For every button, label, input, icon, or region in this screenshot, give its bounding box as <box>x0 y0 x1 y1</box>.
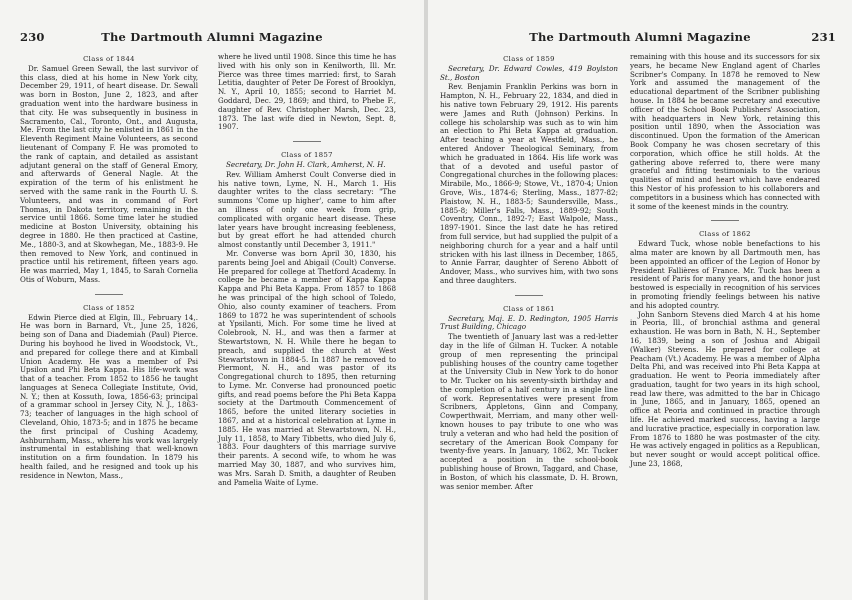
left-column-2 <box>218 53 396 487</box>
class-1857-paragraph-1: Rev. William Amherst Coult Converse died in his native town, Lyme, N. H., March 1. His daughter writes to the class secretary: "The summons 'Come up higher', came to him after an illness of only one week from grip, complicated with organic heart disease. These later years have brought increasing feebleness, but by great effort he had attended church almost constantly until December 3, 1911." <box>218 169 396 250</box>
right-magazine-title: The Dartmouth Alumni Magazine <box>529 30 751 44</box>
class-1859-paragraph: Rev. Benjamin Franklin Perkins was born in Hampton, N. H., February 22, 1834, and died in his native town February 29, 1912. His parents were James and Ruth (Johnson) Perkins. In college his scholarship was such as to win him an election to Phi Beta Kappa at graduation. After teaching a year at Westfield, Mass., he entered Andover Theological Seminary, from which he graduated in 1864. His life work was that of a devoted and useful pastor of Congregational churches in the following places: Mirabile, Mo., 1866-9; Stowe, Vt., 1870-4; Union Grove, Wis., 1874-6; Sterling, Mass., 1877-82; Plaistow, N. H., 1883-5; Saundersville, Mass., 1885-8; Miller's Falls, Mass., 1889-92; South Coventry, Conn., 1892-7; East Walpole, Mass., 1897-1901. Since the last date he has retired from full service, but had supplied the pulpit of a neighboring church for a year and a half until stricken with his last illness in December, 1865, to Annie Farrar, daughter of Sereno Abbott of Andover, Mass., who survives him, with two sons and three daughters. <box>440 82 618 285</box>
left-running-head <box>0 30 424 46</box>
class-1859-heading: Class of 1859 <box>503 55 555 63</box>
class-1861-continued-paragraph: remaining with this house and its successors for six years, he became New England agent of Charles Scribner's Company. In 1878 he removed to New York and assumed the management of the educational department of the Scribner publishing house. In 1884 he became secretary and executive officer of the School Book Publishers' Association, with headquarters in New York, retaining this position until 1890, when the Association was discontinued. Upon the formation of the American Book Company he was chosen secretary of this corporation, which office he still holds. At the gathering above referred to, there were many graceful and fitting testimonials to the various qualities of mind and heart which have endeared this Nestor of his profession to his collaborers and competitors in a business which has connected with it some of the keenest minds in the country. <box>630 52 820 211</box>
class-1857-secretary: Secretary, Dr. John H. Clark, Amherst, N. H. <box>226 159 386 169</box>
right-column-1 <box>440 53 618 491</box>
right-page-number: 231 <box>811 30 836 44</box>
class-1844-paragraph: Dr. Samuel Green Sewall, the last survivor of this class, died at his home in New York city, December 29, 1911, of heart disease. Dr. Sewall was born in Boston, June 2, 1823, and after graduation went into the hardware business in that city. He was subsequently in business in Sacramento, Cal., Toronto, Ont., and Augusta, Me. From the last city he enlisted in 1861 in the Eleventh Regiment Maine Volunteers, as second lieutenant of Company F. He was promoted to the rank of captain, and detailed as assistant adjutant general on the staff of General Emory, and afterwards of General Nagle. At the expiration of the term of his enlistment he served with the same rank in the Fourth U. S. Volunteers, and was in command of Fort Thomas, in Dakota territory, remaining in the service until 1866. Some time later he studied medicine at Boston University, obtaining his degree in 1880. He then practiced at Castine, Me., 1880-3, and at Skowhegan, Me., 1883-9. He then removed to New York, and continued in practice until his retirement, fifteen years ago. He was married, May 1, 1845, to Sarah Cornelia Otis of Woburn, Mass. <box>20 63 198 284</box>
class-1862-paragraph-2: John Sanborn Stevens died March 4 at his home in Peoria, Ill., of bronchial asthma and general exhaustion. He was born in Bath, N. H., September 16, 1839, being a son of Joshua and Abigail (Walker) Stevens. He prepared for college at Peacham (Vt.) Academy. He was a member of Alpha Delta Phi, and was received into Phi Beta Kappa at graduation. He went to Peoria immediately after graduation, taught for two years in its high school, read law there, was admitted to the bar in Chicago in June, 1865, and in January, 1865, opened an office at Peoria and continued in practice through life. He achieved marked success, having a large and lucrative practice, especially in corporation law. From 1876 to 1880 he was postmaster of the city. He was actively engaged in politics as a Republican, but never sought or would accept political office. June 23, 1868, <box>630 309 821 469</box>
class-1862-paragraph-1: Edward Tuck, whose noble benefactions to his alma mater are known by all Dartmouth men, has been appointed an officer of the Legion of Honor by President Fallières of France. Mr. Tuck has been a resident of Paris for many years, and the honor just bestowed is especially in recognition of his services in promoting friendly feelings between his native and his adopted country. <box>630 239 820 310</box>
right-page <box>428 0 852 600</box>
class-1862-heading: Class of 1862 <box>699 230 751 239</box>
section-divider <box>515 295 543 296</box>
left-magazine-title: The Dartmouth Alumni Magazine <box>101 30 323 44</box>
class-1861-secretary: Secretary, Maj. E. D. Redington, 1905 Harris Trust Building, Chicago <box>440 313 618 332</box>
left-column-1 <box>20 53 198 481</box>
section-divider <box>711 220 739 221</box>
class-1861-heading: Class of 1861 <box>503 304 555 313</box>
class-1859-secretary: Secretary, Dr. Edward Cowles, 419 Boylston St., Boston <box>440 63 618 82</box>
class-1861-paragraph: The twentieth of January last was a red-letter day in the life of Gilman H. Tucker. A notable group of men representing the principal publishing houses of the country came together at the University Club in New York to do honor to Mr. Tucker on his seventy-sixth birthday and the completion of a half century in a single line of work. Representatives were present from Scribners, Appletons, Ginn and Company, Cowperthwait, Merriam, and many other well-known houses to pay tribute to one who was truly a veteran and who had held the position of secretary of the American Book Company for twenty-five years. In January, 1862, Mr. Tucker accepted a position in the school-book publishing house of Brown, Taggard, and Chase, in Boston, of which his classmate, D. H. Brown, was senior member. After <box>440 332 618 491</box>
class-1857-heading: Class of 1857 <box>281 151 333 160</box>
class-1852-paragraph: Edwin Pierce died at Elgin, Ill., February 14,. He was born in Barnard, Vt., June 25, 1826, being son of Dana and Diademiah (Paul) Pierce. During his boyhood he lived in Woodstock, Vt., and prepared for college there and at Kimball Union Academy. He was a member of Psi Upsilon and Phi Beta Kappa. His life-work was that of a teacher. From 1852 to 1856 he taught languages at Seneca Collegiate Institute, Ovid, N. Y.; then at Kossuth, Iowa, 1856-63; principal of a grammar school in Jersey City, N. J., 1863-73; teacher of languages in the high school of Cleveland, Ohio, 1873-5; and in 1875 he became the first principal of Cushing Academy, Ashburnham, Mass., where his work was largely instrumental in establishing that well-known institution on a firm foundation. In 1879 his health failed, and he resigned and took up his residence in Newton, Mass., <box>20 312 198 480</box>
right-running-head <box>428 30 852 46</box>
class-1857-paragraph-2: Mr. Converse was born April 30, 1830, his parents being Joel and Abigail (Coult) Converse. He prepared for college at Thetford Academy. In college he became a member of Kappa Kappa Kappa and Phi Beta Kappa. From 1857 to 1868 he was principal of the high school of Toledo, Ohio, also county examiner of teachers. From 1869 to 1872 he was superintendent of schools at Ypsilanti, Mich. For some time he lived at Colebrook, N. H., and was then a farmer at Stewartstown, N. H. While there he began to preach, and supplied the church at West Stewartstown in 1884-5. In 1887 he removed to Piermont, N. H., and was pastor of its Congregational church to 1895, then returning to Lyme. Mr. Converse had pronounced poetic gifts, and read poems before the Phi Beta Kappa society at the Dartmouth Commencement of 1865, before the united literary societies in 1867, and at a historical celebration at Lyme in 1885. He was married at Stewartstown, N. H., July 11, 1858, to Mary Tibbetts, who died July 6, 1883. Four daughters of this marriage survive their parents. A second wife, to whom he was married May 30, 1887, and who survives him, was Mrs. Sarah D. Smith, a daughter of Reuben and Pamelia Waite of Lyme. <box>218 248 396 487</box>
class-1844-heading: Class of 1844 <box>83 55 135 63</box>
class-1852-heading: Class of 1852 <box>83 303 135 312</box>
left-page <box>0 0 424 600</box>
class-1852-continued-paragraph: where he lived until 1908. Since this time he has lived with his only son in Kenilworth, Ill. Mr. Pierce was three times married: first, to Sarah Letitia, daughter of Peter De Forest of Brooklyn, N. Y., April 10, 1855; second to Harriet M. Goddard, Dec. 29, 1869; and third, to Phebe F., daughter of Rev. Christopher Marsh, Dec. 23, 1873. The last wife died in Newton, Sept. 8, 1907. <box>218 52 396 132</box>
section-divider <box>293 141 321 142</box>
section-divider <box>95 294 123 295</box>
left-page-number: 230 <box>20 30 45 44</box>
right-column-2 <box>630 53 820 469</box>
